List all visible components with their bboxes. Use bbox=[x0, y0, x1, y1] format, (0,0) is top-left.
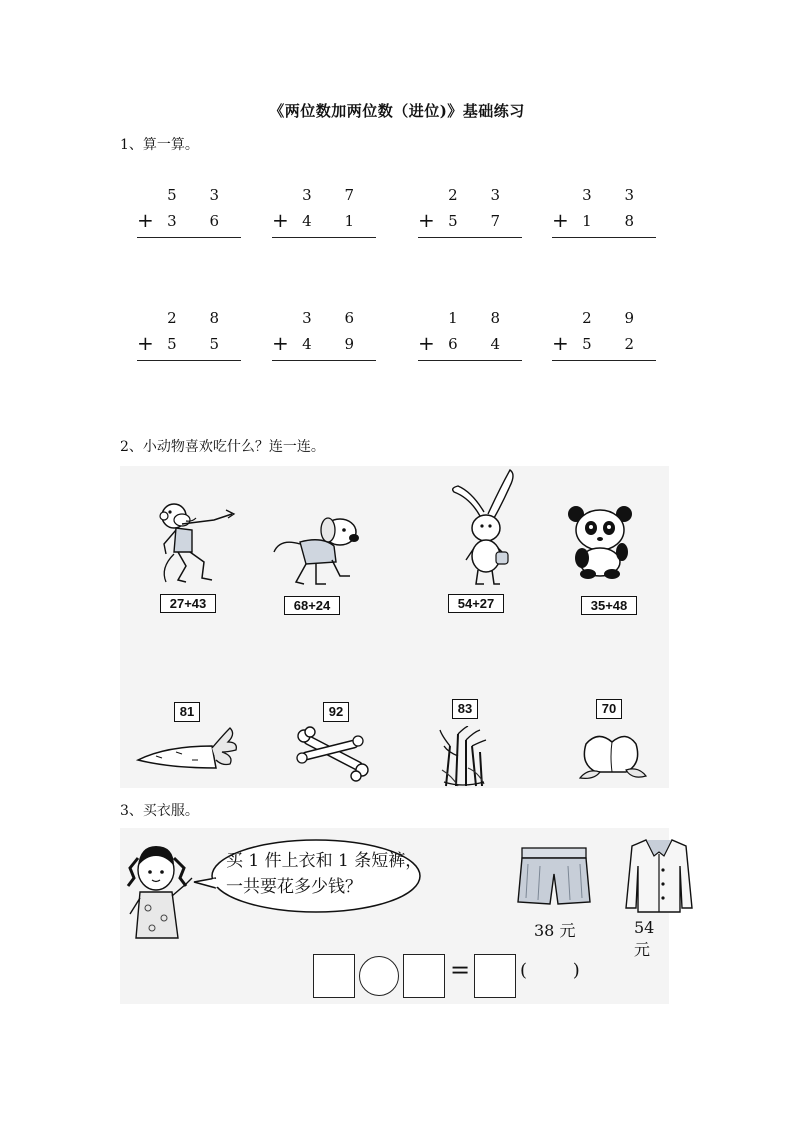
addend-bottom: 1 8 bbox=[582, 212, 648, 230]
answer-line bbox=[418, 237, 522, 238]
unit-parentheses: ( ) bbox=[520, 960, 580, 981]
question-3-label: 3、买衣服。 bbox=[120, 803, 199, 819]
dog-icon bbox=[270, 512, 366, 590]
animal-expression: 68+24 bbox=[284, 596, 340, 615]
addend-bottom: 3 6 bbox=[167, 212, 233, 230]
rabbit-icon bbox=[448, 468, 518, 590]
animal-expression: 54+27 bbox=[448, 594, 504, 613]
food-number: 92 bbox=[323, 702, 349, 722]
girl-icon bbox=[126, 838, 202, 948]
bubble-text-line2: 一共要花多少钱？ bbox=[226, 877, 362, 897]
animal-expression: 27+43 bbox=[160, 594, 216, 613]
food-number: 81 bbox=[174, 702, 200, 722]
addend-top: 2 9 bbox=[582, 309, 648, 327]
addition-problem bbox=[418, 186, 522, 236]
plus-sign: + bbox=[552, 208, 569, 232]
animal-expression: 35+48 bbox=[581, 596, 637, 615]
plus-sign: + bbox=[418, 208, 435, 232]
addend-top: 5 3 bbox=[167, 186, 233, 204]
answer-line bbox=[137, 360, 241, 361]
addend-top: 1 8 bbox=[448, 309, 514, 327]
addend-bottom: 6 4 bbox=[448, 335, 514, 353]
jacket-price: 54 元 bbox=[634, 918, 655, 959]
bamboo-icon bbox=[438, 726, 488, 788]
addend-bottom: 4 9 bbox=[302, 335, 368, 353]
bone-icon bbox=[296, 726, 372, 782]
addition-problem bbox=[137, 309, 241, 359]
answer-line bbox=[272, 360, 376, 361]
addend-top: 3 3 bbox=[582, 186, 648, 204]
shorts-icon bbox=[516, 844, 592, 910]
page-title: 《两位数加两位数（进位)》基础练习 bbox=[269, 102, 525, 120]
answer-line bbox=[418, 360, 522, 361]
addend-bottom: 5 2 bbox=[582, 335, 648, 353]
addend-bottom: 4 1 bbox=[302, 212, 368, 230]
operator-circle[interactable] bbox=[359, 956, 399, 996]
jacket-icon bbox=[624, 836, 694, 916]
addend-top: 2 8 bbox=[167, 309, 233, 327]
addend-bottom: 5 7 bbox=[448, 212, 514, 230]
plus-sign: + bbox=[272, 208, 289, 232]
addition-problem bbox=[418, 309, 522, 359]
answer-line bbox=[272, 237, 376, 238]
answer-box[interactable] bbox=[474, 954, 516, 998]
carrot-icon bbox=[136, 724, 240, 774]
addend-bottom: 5 5 bbox=[167, 335, 233, 353]
addition-problem bbox=[272, 309, 376, 359]
question-2-label: 2、小动物喜欢吃什么？连一连。 bbox=[120, 439, 325, 455]
shopping-panel bbox=[120, 828, 669, 1004]
food-number: 83 bbox=[452, 699, 478, 719]
plus-sign: + bbox=[418, 331, 435, 355]
addend-top: 3 6 bbox=[302, 309, 368, 327]
answer-line bbox=[552, 237, 656, 238]
addend-top: 2 3 bbox=[448, 186, 514, 204]
plus-sign: + bbox=[137, 208, 154, 232]
peach-icon bbox=[576, 728, 650, 782]
panda-icon bbox=[566, 502, 638, 580]
addition-problem bbox=[272, 186, 376, 236]
plus-sign: + bbox=[552, 331, 569, 355]
addend-top: 3 7 bbox=[302, 186, 368, 204]
addition-problem bbox=[552, 309, 656, 359]
answer-box[interactable] bbox=[313, 954, 355, 998]
shorts-price: 38 元 bbox=[534, 921, 576, 940]
answer-line bbox=[137, 237, 241, 238]
answer-line bbox=[552, 360, 656, 361]
matching-panel bbox=[120, 466, 669, 788]
answer-box[interactable] bbox=[403, 954, 445, 998]
addition-problem bbox=[137, 186, 241, 236]
plus-sign: + bbox=[137, 331, 154, 355]
food-number: 70 bbox=[596, 699, 622, 719]
bubble-text-line1: 买 1 件上衣和 1 条短裤， bbox=[226, 851, 423, 871]
question-1-label: 1、算一算。 bbox=[120, 137, 199, 153]
equals-sign: = bbox=[450, 956, 471, 984]
monkey-icon bbox=[156, 494, 238, 590]
plus-sign: + bbox=[272, 331, 289, 355]
addition-problem bbox=[552, 186, 656, 236]
